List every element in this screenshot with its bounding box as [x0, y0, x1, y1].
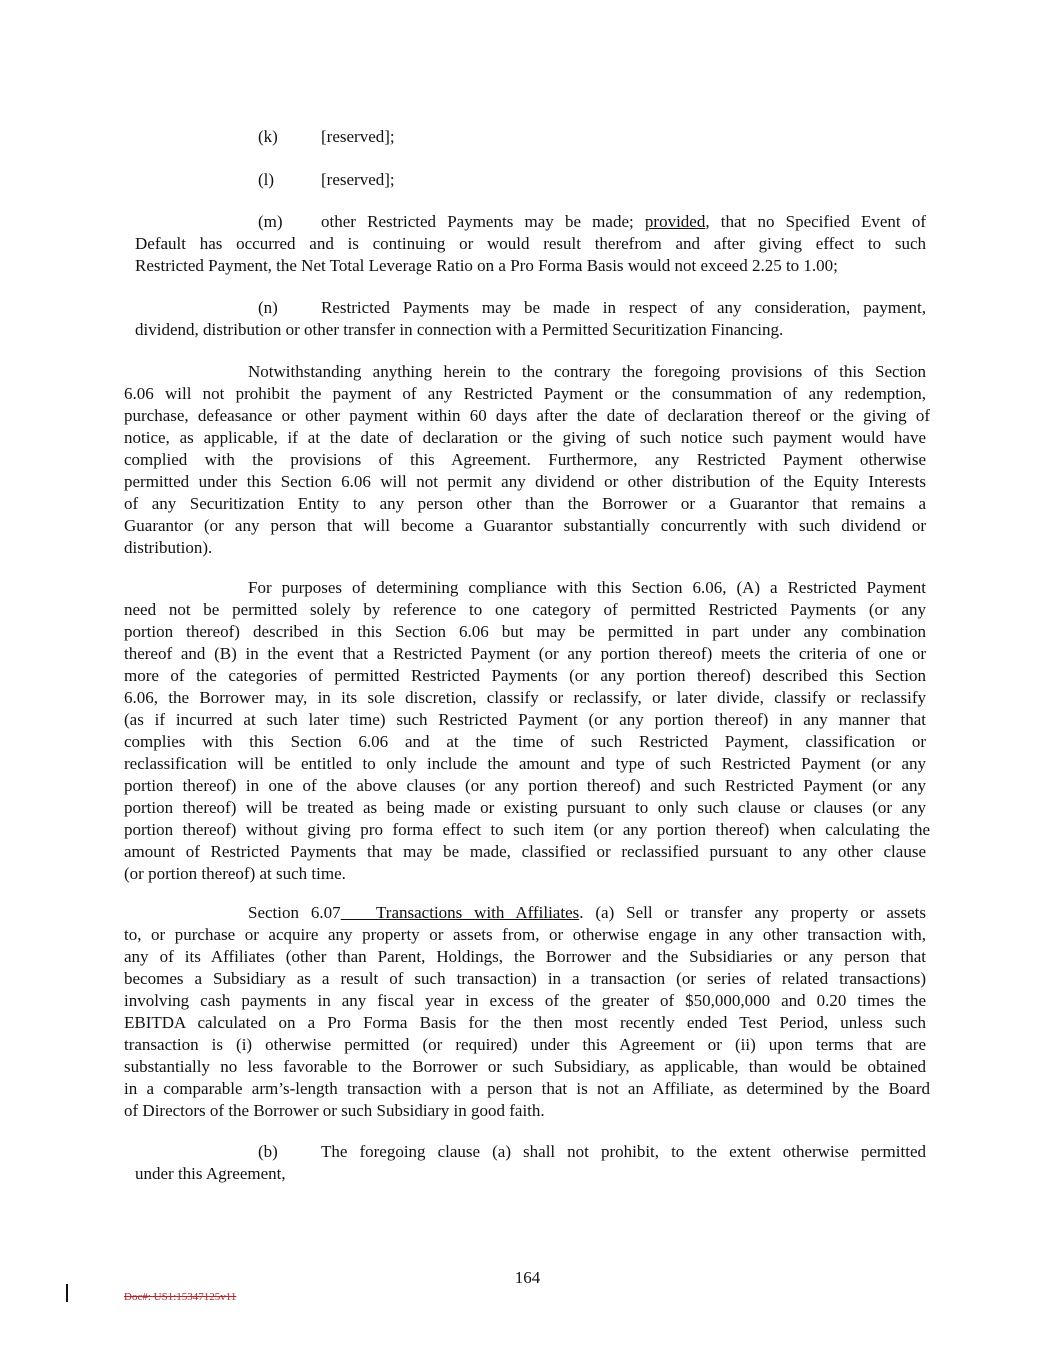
para-line: becomes a Subsidiary as a result of such transaction) in a transaction (or series of related transactions)	[124, 969, 926, 988]
para-line: complies with this Section 6.06 and at the time of such Restricted Payment, classification or	[124, 732, 926, 751]
para-line: distribution).	[124, 538, 213, 557]
item-l-text: [reserved];	[321, 170, 395, 189]
para-line: amount of Restricted Payments that may be made, classified or reclassified pursuant to any other clause	[124, 842, 926, 861]
para-line: portion thereof) will be treated as being made or existing pursuant to only such clause or clauses (or any	[124, 798, 926, 817]
para-line: 6.06 will not prohibit the payment of any Restricted Payment or the consummation of any redemption,	[124, 384, 926, 403]
item-m-line-1: other Restricted Payments may be made; provided, that no Specified Event of	[321, 212, 926, 231]
item-n-line-2: dividend, distribution or other transfer in connection with a Permitted Securitization Financing.	[135, 320, 784, 339]
para-line: portion thereof) described in this Section 6.06 but may be permitted in part under any combination	[124, 622, 926, 641]
para-line: to, or purchase or acquire any property or assets from, or otherwise engage in any other transaction with,	[124, 925, 926, 944]
para-line: involving cash payments in any fiscal year in excess of the greater of $50,000,000 and 0.20 times the	[124, 991, 926, 1010]
item-m-line-2: Default has occurred and is continuing or would result therefrom and after giving effect to such	[135, 234, 926, 253]
para-line: complied with the provisions of this Agreement. Furthermore, any Restricted Payment otherwise	[124, 450, 926, 469]
para-line: Notwithstanding anything herein to the contrary the foregoing provisions of this Section	[248, 362, 926, 381]
para-line: EBITDA calculated on a Pro Forma Basis for the then most recently ended Test Period, unless such	[124, 1013, 926, 1032]
para-line: of any Securitization Entity to any person other than the Borrower or a Guarantor that remains a	[124, 494, 926, 513]
para-line: substantially no less favorable to the Borrower or such Subsidiary, as applicable, than would be obtained	[124, 1057, 926, 1076]
para-line: Guarantor (or any person that will become a Guarantor substantially concurrently with such dividend or	[124, 516, 926, 535]
para-line: 6.06, the Borrower may, in its sole discretion, classify or reclassify, or later divide, classify or reclassify	[124, 688, 926, 707]
para-line: purchase, defeasance or other payment within 60 days after the date of declaration thereof or the giving of	[124, 406, 930, 425]
item-k-label: (k)	[258, 127, 278, 146]
para-line: of Directors of the Borrower or such Subsidiary in good faith.	[124, 1101, 545, 1120]
item-b-label: (b)	[258, 1142, 278, 1161]
document-id: Doc#: US1:15347125v11	[124, 1291, 237, 1303]
item-l-label: (l)	[258, 170, 275, 189]
para-line: more of the categories of permitted Restricted Payments (or any portion thereof) described this Section	[124, 666, 926, 685]
item-k-text: [reserved];	[321, 127, 395, 146]
item-n-label: (n)	[258, 298, 278, 317]
para-line: notice, as applicable, if at the date of declaration or the giving of such notice such payment would have	[124, 428, 926, 447]
item-m-line-3: Restricted Payment, the Net Total Leverage Ratio on a Pro Forma Basis would not exceed 2.25 to 1.00;	[135, 256, 838, 275]
section-number: Section 6.07	[248, 903, 341, 922]
item-b-line-2: under this Agreement,	[135, 1164, 286, 1183]
para-line: permitted under this Section 6.06 will not permit any dividend or other distribution of the Equity Interests	[124, 472, 926, 491]
para-line: portion thereof) in one of the above clauses (or any portion thereof) and such Restricted Payment (or any	[124, 776, 926, 795]
para-line: thereof and (B) in the event that a Restricted Payment (or any portion thereof) meets the criteria of one or	[124, 644, 926, 663]
para-line: (as if incurred at such later time) such Restricted Payment (or any portion thereof) in any manner that	[124, 710, 926, 729]
para-line: (or portion thereof) at such time.	[124, 864, 346, 883]
para-line: any of its Affiliates (other than Parent, Holdings, the Borrower and the Subsidiaries or any person that	[124, 947, 926, 966]
item-b-line-1: The foregoing clause (a) shall not prohibit, to the extent otherwise permitted	[321, 1142, 926, 1161]
para-line: portion thereof) without giving pro forma effect to such item (or any portion thereof) when calculating the	[124, 820, 930, 839]
provided-underlined: provided	[644, 212, 706, 231]
para-line: in a comparable arm’s-length transaction with a person that is not an Affiliate, as determined by the Board	[124, 1079, 930, 1098]
section-title: Transactions with Affiliates	[376, 903, 580, 922]
change-bar	[66, 1284, 68, 1302]
item-n-line-1: Restricted Payments may be made in respect of any consideration, payment,	[321, 298, 926, 317]
para-line: need not be permitted solely by reference to one category of permitted Restricted Payments (or any	[124, 600, 926, 619]
para-line: reclassification will be entitled to only include the amount and type of such Restricted Payment (or any	[124, 754, 926, 773]
para-line: For purposes of determining compliance with this Section 6.06, (A) a Restricted Payment	[248, 578, 926, 597]
page-number: 164	[514, 1268, 541, 1287]
item-m-label: (m)	[258, 212, 283, 231]
para-line: transaction is (i) otherwise permitted (or required) under this Agreement or (ii) upon terms that are	[124, 1035, 926, 1054]
section-heading-line: Section 6.07 Transactions with Affiliates. (a) Sell or transfer any property or assets	[248, 903, 926, 922]
